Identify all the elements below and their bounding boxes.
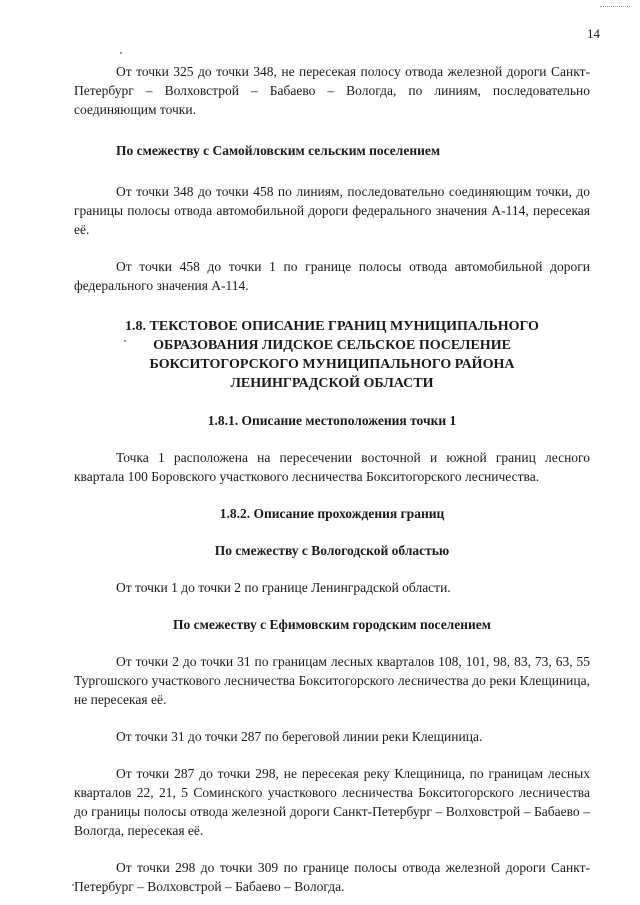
section-heading-vologda: По смежеству с Вологодской областью	[214, 543, 450, 558]
paragraph: От точки 325 до точки 348, не пересекая полосу отвода железной дороги Санкт-Петербург – Волховстрой – Бабаево – Вологда, по линиям, последовательно соединяющим точки.	[74, 64, 590, 117]
chapter-title: 1.8. ТЕКСТОВОЕ ОПИСАНИЕ ГРАНИЦ МУНИЦИПАЛЬНОГО ОБРАЗОВАНИЯ ЛИДСКОЕ СЕЛЬСКОЕ ПОСЕЛЕНИЕ БОКСИТОГОРСКОГО МУНИЦИПАЛЬНОГО РАЙОНА ЛЕНИНГРАДСКОЙ ОБЛАСТИ	[125, 319, 539, 391]
paragraph: От точки 31 до точки 287 по береговой линии реки Клещиница.	[116, 729, 483, 744]
page-number: 14	[587, 26, 600, 41]
paragraph: От точки 298 до точки 309 по границе полосы отвода железной дороги Санкт-Петербург – Волховстрой – Бабаево – Вологда.	[74, 860, 590, 894]
section-heading-samoylovo: По смежеству с Самойловским сельским поселением	[116, 143, 441, 158]
scan-speck	[120, 52, 122, 54]
paragraph: От точки 348 до точки 458 по линиям, последовательно соединяющим точки, до границы полосы отвода автомобильной дороги федерального значения А-114, пересекая её.	[74, 184, 590, 237]
paragraph: Точка 1 расположена на пересечении восточной и южной границ лесного квартала 100 Боровского участкового лесничества Бокситогорского лесничества.	[74, 450, 590, 484]
section-heading-1-8-1: 1.8.1. Описание местоположения точки 1	[207, 413, 457, 428]
header-scan-mark	[600, 6, 630, 8]
paragraph: От точки 287 до точки 298, не пересекая реку Клещиница, по границам лесных кварталов 22, 21, 5 Соминского участкового лесничества Бокситогорского лесничества до границы полосы отвода железной дороги Санкт-Петербург – Волховстрой – Бабаево – Вологда, пересекая её.	[74, 766, 590, 838]
paragraph: От точки 458 до точки 1 по границе полосы отвода автомобильной дороги федерального значения А-114.	[74, 259, 590, 293]
paragraph: От точки 1 до точки 2 по границе Ленинградской области.	[116, 580, 451, 595]
section-heading-1-8-2: 1.8.2. Описание прохождения границ	[219, 506, 445, 521]
paragraph: От точки 2 до точки 31 по границам лесных кварталов 108, 101, 98, 83, 73, 63, 55 Тургошского участкового лесничества Бокситогорского лесничества до реки Клещиница, не пересекая её.	[74, 654, 590, 707]
section-heading-efimovsky: По смежеству с Ефимовским городским поселением	[173, 617, 491, 632]
document-body	[74, 62, 590, 896]
